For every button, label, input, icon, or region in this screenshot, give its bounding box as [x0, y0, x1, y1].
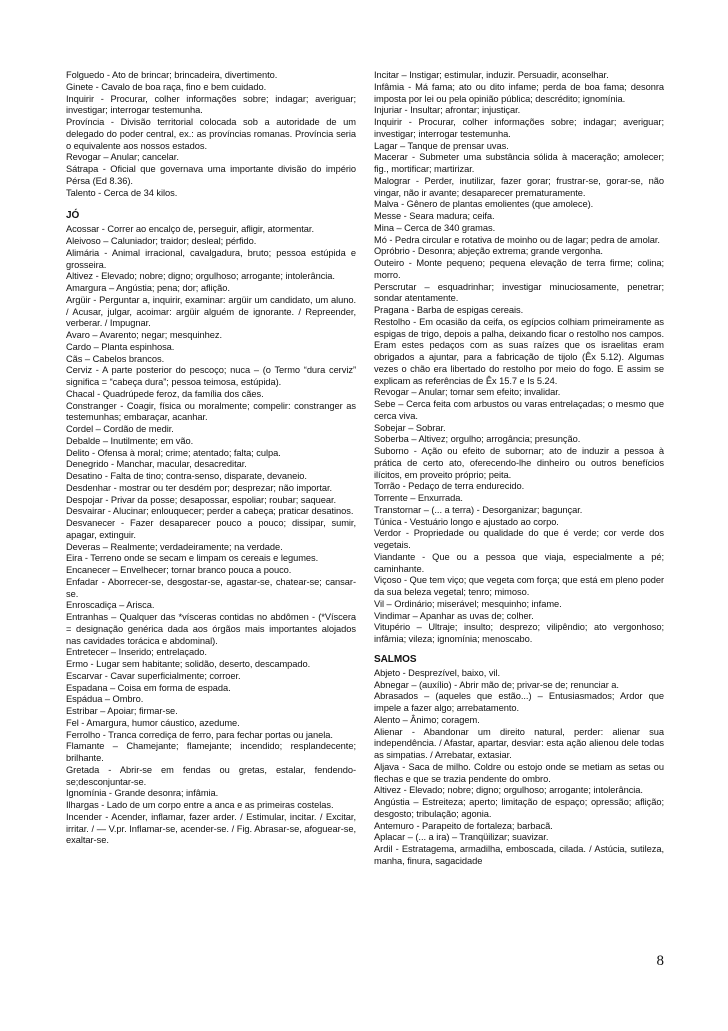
- glossary-entry: Aleivoso – Caluniador; traidor; desleal; pérfido.: [66, 236, 257, 246]
- glossary-entry: Enroscadiça – Arisca.: [66, 600, 155, 611]
- right-column: [374, 70, 664, 868]
- glossary-entry: Aljava - Saca de milho. Coldre ou estojo onde se metiam as setas ou flechas e que se trazia pendente do ombro.: [374, 761, 664, 784]
- glossary-entry: Sebe – Cerca feita com arbustos ou varas entrelaçadas; o mesmo que cerca viva.: [374, 399, 664, 421]
- glossary-entry: Avaro – Avarento; negar; mesquinhez.: [66, 330, 223, 340]
- section-heading: SALMOS: [374, 653, 417, 665]
- glossary-entry: Cordel – Cordão de medir.: [66, 424, 174, 434]
- glossary-entry: Aplacar – (... a ira) – Tranqüilizar; suavizar.: [374, 832, 549, 843]
- glossary-entry: Incender - Acender, inflamar, fazer arder. / Estimular, incitar. / Excitar, irritar. / — V.pr. Inflamar-se, acender-se. / Fig. Abrasar-se, afoguear-se, exaltar-se.: [66, 811, 356, 846]
- glossary-entry: Vil – Ordinário; miserável; mesquinho; infame.: [374, 598, 562, 609]
- glossary-entry: Angústia – Estreiteza; aperto; limitação de espaço; opressão; aflição; desgosto; tribulação; agonia.: [374, 797, 664, 819]
- glossary-entry: Incitar – Instigar; estimular, induzir. Persuadir, aconselhar.: [374, 70, 609, 80]
- glossary-entry: Malograr - Perder, inutilizar, fazer gorar; frustrar-se, gorar-se, não vingar, não ir avante; desaparecer prematuramente.: [374, 175, 664, 198]
- glossary-entry: Abrasados – (aqueles que estão...) – Entusiasmados; Ardor que impele a fazer algo; arrebatamento.: [374, 691, 664, 713]
- glossary-entry: Inquirir - Procurar, colher informações sobre; indagar; averiguar; investigar; interrogar testemunha.: [374, 117, 664, 139]
- glossary-entry: Infâmia - Má fama; ato ou dito infame; perda de boa fama; desonra imposta por lei ou pela opinião pública; descrédito; ignomínia.: [374, 81, 664, 104]
- glossary-entry: Deveras – Realmente; verdadeiramente; na verdade.: [66, 541, 283, 552]
- glossary-entry: Altivez - Elevado; nobre; digno; orgulhoso; arrogante; intolerância.: [66, 271, 335, 282]
- glossary-entry: Transtornar – (... a terra) - Desorganizar; bagunçar.: [374, 504, 583, 515]
- glossary-entry: Mó - Pedra circular e rotativa de moinho ou de lagar; pedra de amolar.: [374, 234, 660, 245]
- glossary-entry: Província - Divisão territorial colocada sob a autoridade de um delegado do poder central, ex.: as províncias romanas. Província seria o equivalente aos nossos estados.: [66, 117, 356, 151]
- glossary-entry: Viandante - Que ou a pessoa que viaja, especialmente a pé; caminhante.: [374, 551, 664, 574]
- glossary-entry: Entranhas – Qualquer das *vísceras contidas no abdômen - (*Víscera = designação genérica dada aos órgãos mais importantes alojados nas cavidades torácica e abdominal).: [66, 612, 356, 646]
- glossary-entry: Torrente – Enxurrada.: [374, 493, 463, 503]
- glossary-entry: Desvairar - Alucinar; enlouquecer; perder a cabeça; praticar desatinos.: [66, 506, 354, 517]
- glossary-entry: Chacal - Quadrúpede feroz, da família dos cães.: [66, 388, 264, 399]
- glossary-entry: Macerar - Submeter uma substância sólida à maceração; amolecer; fig., mortificar; martirizar.: [374, 152, 664, 174]
- glossary-entry: Malva - Gênero de plantas emolientes (que amolece).: [374, 199, 594, 210]
- glossary-entry: Argüir - Perguntar a, inquirir, examinar: argüir um candidato, um aluno. / Acusar, julgar, acoimar: argüir alguém de ignorante. / Repreender, verberar. / Impugnar.: [66, 294, 356, 329]
- glossary-entry: Injuriar - Insultar; afrontar; injustiçar.: [374, 105, 521, 116]
- glossary-entry: Verdor - Propriedade ou qualidade do que é verde; cor verde dos vegetais.: [374, 528, 664, 550]
- glossary-entry: Vitupério – Ultraje; insulto; desprezo; vilipêndio; ato vergonhoso; infâmia; vileza; ignomínia; menoscabo.: [374, 622, 664, 644]
- glossary-entry: Enfadar - Aborrecer-se, desgostar-se, agastar-se, chatear-se; cansar-se.: [66, 576, 356, 599]
- glossary-entry: Espádua – Ombro.: [66, 694, 144, 705]
- glossary-entry: Abjeto - Desprezível, baixo, vil.: [374, 667, 500, 678]
- glossary-entry: Gretada - Abrir-se em fendas ou gretas, estalar, fendendo-se;desconjuntar-se.: [66, 764, 356, 787]
- page-number: 8: [656, 953, 664, 969]
- left-column: [66, 70, 356, 847]
- glossary-entry: Fel - Amargura, humor cáustico, azedume.: [66, 717, 240, 728]
- glossary-entry: Pragana - Barba de espigas cereais.: [374, 305, 524, 315]
- glossary-entry: Ferrolho - Tranca corrediça de ferro, para fechar portas ou janela.: [66, 729, 333, 740]
- glossary-entry: Mina – Cerca de 340 gramas.: [374, 222, 496, 233]
- glossary-entry: Inquirir - Procurar, colher informações sobre; indagar; averiguar; investigar; interrogar testemunha.: [66, 93, 356, 116]
- glossary-entry: Alienar - Abandonar um direito natural, perder: alienar sua independência. / Afastar, apartar, desviar: esta ação alienou dele todas as simpatias. / Arrebatar, extasiar.: [374, 726, 664, 760]
- glossary-entry: Debalde – Inutilmente; em vão.: [66, 435, 194, 446]
- glossary-entry: Antemuro - Parapeito de fortaleza; barbacã.: [374, 820, 553, 831]
- glossary-entry: Eira - Terreno onde se secam e limpam os cereais e legumes.: [66, 553, 319, 564]
- glossary-entry: Ermo - Lugar sem habitante; solidão, deserto, descampado.: [66, 659, 311, 669]
- glossary-entry: Soberba – Altivez; orgulho; arrogância; presunção.: [374, 434, 581, 445]
- glossary-entry: Acossar - Correr ao encalço de, perseguir, afligir, atormentar.: [66, 224, 314, 235]
- glossary-entry: Abnegar – (auxílio) - Abrir mão de; privar-se de; renunciar a.: [374, 679, 619, 690]
- glossary-entry: Espadana – Coisa em forma de espada.: [66, 682, 231, 693]
- glossary-entry: Desdenhar - mostrar ou ter desdém por; desprezar; não importar.: [66, 482, 333, 493]
- glossary-entry: Ilhargas - Lado de um corpo entre a anca e as primeiras costelas.: [66, 800, 334, 810]
- glossary-entry: Despojar - Privar da posse; desapossar, espoliar; roubar; saquear.: [66, 494, 337, 505]
- glossary-entry: Sobejar – Sobrar.: [374, 422, 446, 433]
- glossary-entry: Lagar – Tanque de prensar uvas.: [374, 140, 509, 151]
- glossary-entry: Revogar – Anular; cancelar.: [66, 152, 179, 163]
- glossary-entry: Ardil - Estratagema, armadilha, emboscada, cilada. / Astúcia, sutileza, manha, finura, sagacidade: [374, 844, 664, 866]
- glossary-entry: Denegrido - Manchar, macular, desacreditar.: [66, 459, 247, 470]
- glossary-entry: Vindimar – Apanhar as uvas de; colher.: [374, 610, 534, 621]
- glossary-entry: Outeiro - Monte pequeno; pequena elevação de terra firme; colina; morro.: [374, 258, 664, 280]
- glossary-entry: Opróbrio - Desonra; abjeção extrema; grande vergonha.: [374, 246, 603, 257]
- glossary-entry: Torrão - Pedaço de terra endurecido.: [374, 481, 525, 492]
- glossary-entry: Constranger - Coagir, física ou moralmente; compelir: constranger as testemunhas; embaraçar, acanhar.: [66, 400, 356, 423]
- glossary-entry: Flamante – Chamejante; flamejante; incendido; resplandecente; brilhante.: [66, 741, 356, 763]
- glossary-entry: Cãs – Cabelos brancos.: [66, 353, 165, 364]
- glossary-entry: Talento - Cerca de 34 kilos.: [66, 187, 178, 198]
- glossary-entry: Cerviz - A parte posterior do pescoço; nuca – (o Termo “dura cerviz” significa = “cabeça dura”; pessoa teimosa, estúpida).: [66, 365, 356, 387]
- glossary-entry: Amargura – Angústia; pena; dor; aflição.: [66, 283, 230, 293]
- glossary-entry: Encanecer – Envelhecer; tornar branco pouca a pouco.: [66, 565, 292, 575]
- glossary-entry: Viçoso - Que tem viço; que vegeta com força; que está em pleno poder da sua beleza vegetal; tenro; mimoso.: [374, 575, 664, 597]
- glossary-entry: Túnica - Vestuário longo e ajustado ao corpo.: [374, 516, 559, 527]
- glossary-entry: Cardo – Planta espinhosa.: [66, 341, 175, 352]
- glossary-entry: Ignomínia - Grande desonra; infâmia.: [66, 788, 219, 799]
- glossary-entry: Suborno - Ação ou efeito de subornar; ato de induzir a pessoa à prática de certo ato, oferecendo-lhe dinheiro ou outros benefícios ilícitos, em proveito próprio; peita.: [374, 446, 664, 480]
- glossary-entry: Escarvar - Cavar superficialmente; corroer.: [66, 670, 241, 681]
- glossary-entry: Messe - Seara madura; ceifa.: [374, 211, 495, 221]
- glossary-entry: Alimária - Animal irracional, cavalgadura, bruto; pessoa estúpida e grosseira.: [66, 247, 356, 270]
- glossary-entry: Revogar – Anular; tornar sem efeito; invalidar.: [374, 387, 561, 398]
- glossary-entry: Altivez - Elevado; nobre; digno; orgulhoso; arrogante; intolerância.: [374, 785, 643, 796]
- glossary-entry: Desvanecer - Fazer desaparecer pouco a pouco; dissipar, sumir, apagar, extinguir.: [66, 518, 356, 540]
- glossary-entry: Alento – Ânimo; coragem.: [374, 714, 480, 725]
- glossary-entry: Restolho - Em ocasião da ceifa, os egípcios colhiam primeiramente as espigas de trigo, depois a palha, deixando ficar o restolho nos campos. Eram estes pedaços com as suas raízes que os israelitas eram obrigados a ajuntar, para a fabricação de tijolo (Êx 5.12). Algumas vezes o chão era libertado do restolho por meio do fogo. E assim se explicam as referências de Êx 15.7 e Is 5.24.: [374, 316, 664, 386]
- glossary-entry: Perscrutar – esquadrinhar; investigar minuciosamente, penetrar; sondar atentamente.: [374, 281, 664, 304]
- glossary-entry: Delito - Ofensa à moral; crime; atentado; falta; culpa.: [66, 447, 281, 458]
- glossary-entry: Desatino - Falta de tino; contra-senso, disparate, devaneio.: [66, 471, 307, 481]
- glossary-entry: Entretecer – Inserido; entrelaçado.: [66, 647, 207, 658]
- glossary-entry: Sátrapa - Oficial que governava uma importante divisão do império Pérsa (Ed 8.36).: [66, 164, 356, 186]
- glossary-entry: Estribar – Apoiar; firmar-se.: [66, 706, 178, 716]
- glossary-entry: Ginete - Cavalo de boa raça, fino e bem cuidado.: [66, 81, 267, 92]
- glossary-entry: Folguedo - Ato de brincar; brincadeira, divertimento.: [66, 70, 278, 80]
- section-heading: JÓ: [66, 210, 80, 222]
